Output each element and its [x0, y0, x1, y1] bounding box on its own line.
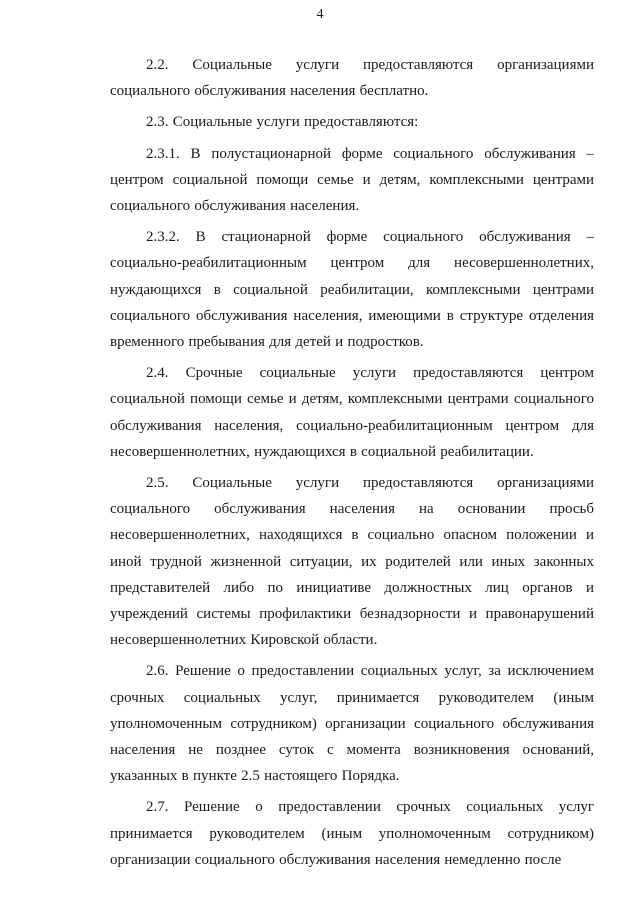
- paragraph-2-2: 2.2. Социальные услуги предоставляются организациями социального обслуживания населения бесплатно.: [110, 57, 594, 100]
- paragraph-2-7: 2.7. Решение о предоставлении срочных социальных услуг принимается руководителем (иным уполномоченным сотрудником) организации социального обслуживания населения немедленно после: [110, 799, 594, 868]
- page-number: 4: [316, 7, 324, 22]
- paragraph-2-4: 2.4. Срочные социальные услуги предоставляются центром социальной помощи семье и детям, комплексными центрами социального обслуживания населения, социально-реабилитационным центром для несовершеннолетних, нуждающихся в социальной реабилитации.: [110, 365, 594, 460]
- paragraph-2-3-2: 2.3.2. В стационарной форме социального обслуживания – социально-реабилитационным центром для несовершеннолетних, нуждающихся в социальной реабилитации, комплексными центрами социального обслуживания населения, имеющими в структуре отделения временного пребывания для детей и подростков.: [110, 229, 594, 351]
- paragraph-2-3-1: 2.3.1. В полустационарной форме социального обслуживания – центром социальной помощи семье и детям, комплексными центрами социального обслуживания населения.: [110, 145, 594, 215]
- paragraph-2-3: 2.3. Социальные услуги предоставляются:: [146, 114, 419, 131]
- paragraph-2-6: 2.6. Решение о предоставлении социальных услуг, за исключением срочных социальных услуг, принимается руководителем (иным уполномоченным сотрудником) организации социального обслуживания населения не позднее суток с момента возникновения оснований, указанных в пункте 2.5 настоящего Порядка.: [110, 663, 594, 785]
- document-body: [110, 52, 594, 878]
- paragraph-2-5: 2.5. Социальные услуги предоставляются организациями социального обслуживания населения на основании просьб несовершеннолетних, находящихся в социально опасном положении и иной трудной жизненной ситуации, их родителей или иных законных представителей либо по инициативе должностных лиц органов и учреждений системы профилактики безнадзорности и правонарушений несовершеннолетних Кировской области.: [110, 475, 594, 649]
